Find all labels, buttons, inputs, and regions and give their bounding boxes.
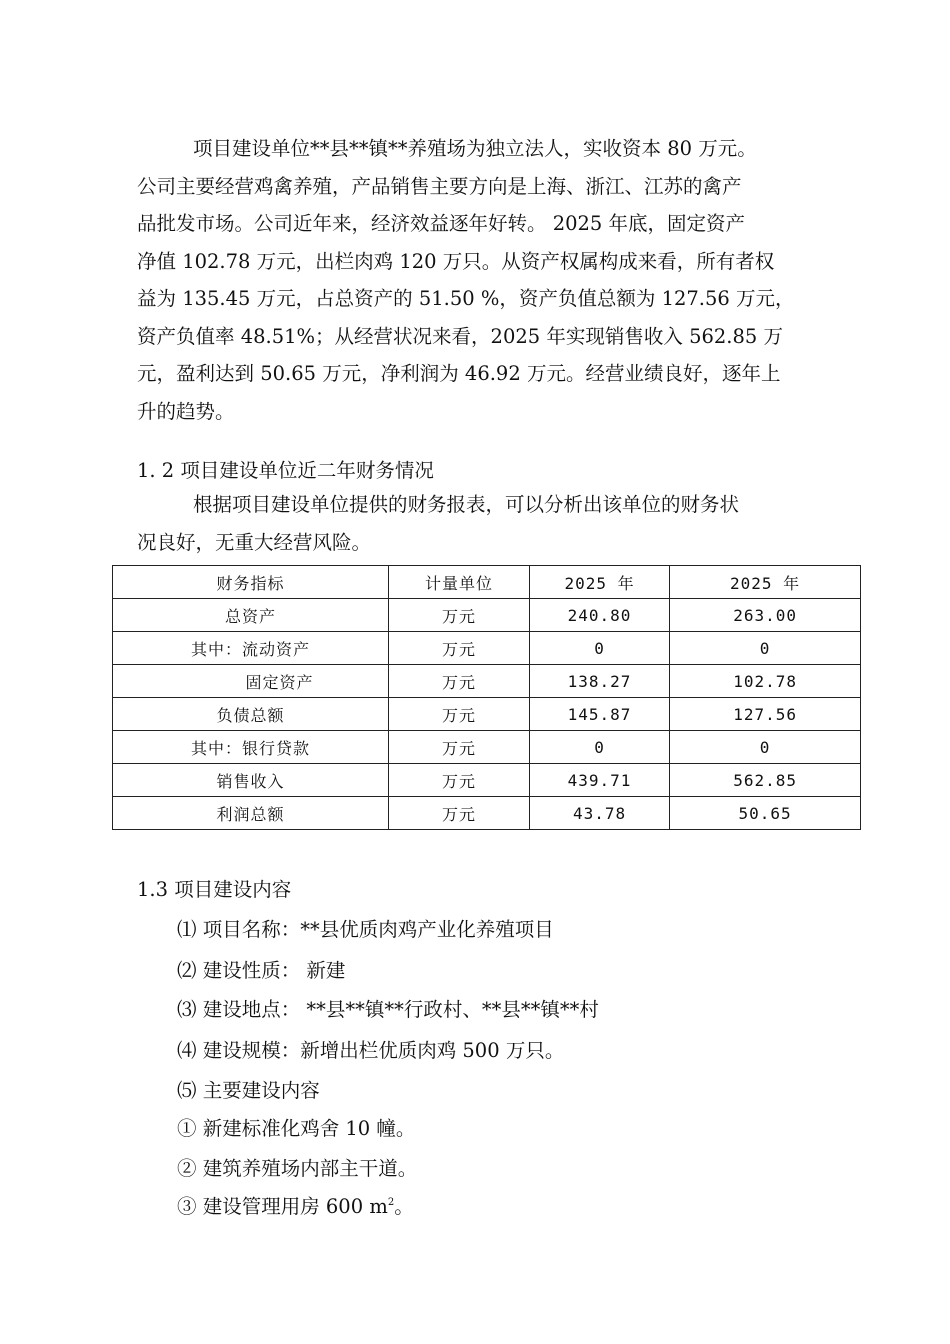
- table-row: [113, 698, 861, 731]
- section-heading-1-3: 1.3 项目建设内容: [137, 878, 292, 901]
- text-line: 益为 135.45 万元，占总资产的 51.50 %，资产负值总额为 127.56 万元，: [137, 287, 795, 310]
- table-cell: 0: [670, 632, 861, 665]
- table-cell: 263.00: [670, 599, 861, 632]
- text-line: 资产负值率 48.51%；从经营状况来看，2025 年实现销售收入 562.85 万: [137, 324, 784, 348]
- table-cell: 总资产: [113, 599, 389, 632]
- text-line: 品批发市场。公司近年来，经济效益逐年好转。 2025 年底，固定资产: [137, 212, 746, 235]
- text-line: 根据项目建设单位提供的财务报表，可以分析出该单位的财务状: [193, 493, 740, 516]
- table-cell: 127.56: [670, 698, 861, 731]
- table-header: 2025 年: [670, 566, 861, 599]
- table-cell: 负债总额: [113, 698, 389, 731]
- list-item: [177, 1191, 414, 1219]
- text-line: 升的趋势。: [137, 399, 235, 423]
- table-cell: 0: [529, 731, 669, 764]
- table-row: [113, 665, 861, 698]
- table-cell: 0: [529, 632, 669, 665]
- table-cell: 万元: [389, 731, 530, 764]
- table-cell: 万元: [389, 632, 530, 665]
- table-cell-text: 固定资产: [245, 672, 314, 692]
- list-item: ⑸ 主要建设内容: [177, 1079, 320, 1102]
- list-item: ② 建筑养殖场内部主干道。: [177, 1157, 418, 1180]
- table-header-row: [113, 566, 861, 599]
- list-item: ① 新建标准化鸡舍 10 幢。: [177, 1117, 416, 1140]
- table-cell: 其中：银行贷款: [113, 731, 389, 764]
- table-cell: [113, 665, 389, 698]
- table-row: [113, 599, 861, 632]
- table-cell: 万元: [389, 599, 530, 632]
- table-cell: 利润总额: [113, 797, 389, 830]
- list-item: ⑴ 项目名称：**县优质肉鸡产业化养殖项目: [177, 918, 554, 941]
- table-cell: 50.65: [670, 797, 861, 830]
- list-item-suffix: 。: [394, 1195, 414, 1218]
- table-cell: 万元: [389, 764, 530, 797]
- list-item-text: ③ 建设管理用房 600 m: [177, 1195, 388, 1218]
- table-row: [113, 764, 861, 797]
- list-item: ⑷ 建设规模：新增出栏优质肉鸡 500 万只。: [177, 1039, 565, 1062]
- text-line: 元，盈利达到 50.65 万元，净利润为 46.92 万元。经营业绩良好，逐年上: [137, 362, 781, 385]
- table-cell: 万元: [389, 797, 530, 830]
- table-row: [113, 797, 861, 830]
- finance-paragraph: [137, 486, 837, 561]
- table-header: 计量单位: [389, 566, 530, 599]
- section-heading-1-2: 1. 2 项目建设单位近二年财务情况: [137, 459, 434, 482]
- table-cell: 0: [670, 731, 861, 764]
- intro-paragraph: [137, 130, 837, 430]
- table-header: 财务指标: [113, 566, 389, 599]
- text-line: 况良好，无重大经营风险。: [137, 530, 372, 554]
- table-cell: 102.78: [670, 665, 861, 698]
- table-cell: 销售收入: [113, 764, 389, 797]
- table-row: [113, 731, 861, 764]
- table-cell: 439.71: [529, 764, 669, 797]
- table-header: 2025 年: [529, 566, 669, 599]
- table-cell: 138.27: [529, 665, 669, 698]
- table-row: [113, 632, 861, 665]
- table-cell: 其中：流动资产: [113, 632, 389, 665]
- list-item: ⑵ 建设性质： 新建: [177, 959, 346, 982]
- superscript: 2: [387, 1197, 395, 1208]
- table-cell: 万元: [389, 698, 530, 731]
- table-cell: 145.87: [529, 698, 669, 731]
- table-cell: 43.78: [529, 797, 669, 830]
- table-cell: 240.80: [529, 599, 669, 632]
- finance-table: [112, 565, 861, 830]
- list-item: ⑶ 建设地点： **县**镇**行政村、**县**镇**村: [177, 998, 599, 1021]
- text-line: 项目建设单位**县**镇**养殖场为独立法人，实收资本 80 万元。: [193, 137, 757, 160]
- table-cell: 万元: [389, 665, 530, 698]
- text-line: 净值 102.78 万元，出栏肉鸡 120 万只。从资产权属构成来看，所有者权: [137, 249, 775, 273]
- text-line: 公司主要经营鸡禽养殖，产品销售主要方向是上海、浙江、江苏的禽产: [137, 174, 742, 198]
- table-cell: 562.85: [670, 764, 861, 797]
